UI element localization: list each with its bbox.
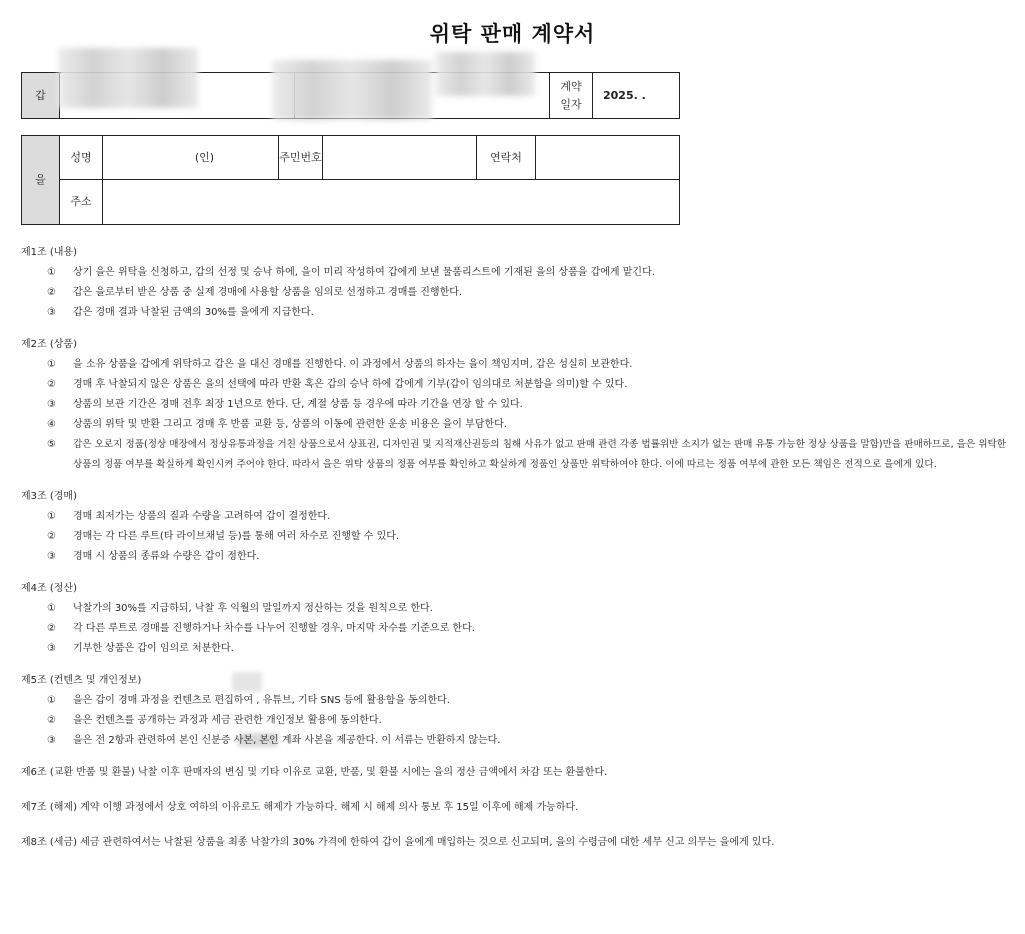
clause-number: ③: [47, 551, 56, 562]
clause-text: 갑은 을로부터 받은 상품 중 실제 경매에 사용할 상품을 임의로 선정하고 경매를 진행한다.: [73, 287, 463, 298]
clause-text: 경매 시 상품의 종류와 수량은 갑이 정한다.: [73, 551, 260, 562]
clause: [21, 355, 1011, 375]
clause-text: 경매는 각 다른 루트(타 라이브채널 등)를 통해 여러 차수로 진행할 수 있다.: [73, 531, 400, 542]
clause-number: ②: [47, 379, 56, 390]
clause: [21, 507, 1011, 527]
clause: [21, 415, 1011, 435]
clause: [21, 303, 1011, 323]
clause-number: ①: [47, 695, 56, 706]
redacted-area: [272, 60, 432, 120]
clause: [21, 547, 1011, 567]
clause-number: ②: [47, 623, 56, 634]
address-value[interactable]: [103, 180, 680, 225]
clause-text: 경매 최저가는 상품의 질과 수량을 고려하여 갑이 결정한다.: [73, 511, 331, 522]
contact-label: 연락처: [477, 136, 536, 180]
clause-text: 각 다른 루트로 경매를 진행하거나 차수를 나누어 진행할 경우, 마지막 차수를 기준으로 한다.: [73, 623, 475, 634]
clause-text: 상기 을은 위탁을 신청하고, 갑의 선정 및 승낙 하에, 을이 미리 작성하여 갑에게 보낸 물품리스트에 기재된 을의 상품을 갑에게 맡긴다.: [73, 267, 655, 278]
article-1: [21, 243, 1011, 323]
clause: [21, 711, 1011, 731]
clause-text: 을 소유 상품을 갑에게 위탁하고 갑은 을 대신 경매를 진행한다. 이 과정에서 상품의 하자는 을이 책임지며, 갑은 성실히 보관한다.: [73, 359, 633, 370]
contract-date-label-line1: 계약: [560, 79, 582, 93]
clause: [21, 619, 1011, 639]
contract-date-label-line2: 일자: [560, 97, 582, 111]
clause-text: 낙찰가의 30%를 지급하되, 낙찰 후 익월의 말일까지 정산하는 것을 원칙으로 한다.: [73, 603, 433, 614]
clause-number: ③: [47, 643, 56, 654]
clause-text: 상품의 위탁 및 반환 그리고 경매 후 반품 교환 등, 상품의 이동에 관련한 운송 비용은 을이 부담한다.: [73, 419, 507, 430]
clause-text: 갑은 경매 결과 낙찰된 금액의 30%를 을에게 지급한다.: [73, 307, 314, 318]
clause: [21, 395, 1011, 415]
party-a-label: 갑: [22, 73, 60, 119]
article-title: 제2조 (상품): [21, 339, 77, 350]
clause-text: 경매 후 낙찰되지 않은 상품은 을의 선택에 따라 반환 혹은 갑의 승낙 하에 갑에게 기부(갑이 임의대로 처분함을 의미)할 수 있다.: [73, 379, 628, 390]
clause: [21, 527, 1011, 547]
redacted-area: [435, 52, 535, 96]
contract-date-value[interactable]: 2025. .: [593, 73, 680, 119]
contact-value[interactable]: [536, 136, 680, 180]
clause-number: ①: [47, 267, 56, 278]
clause-text: 기부한 상품은 갑이 임의로 처분한다.: [73, 643, 234, 654]
clause: [21, 691, 1011, 711]
article-title: 제5조 (컨텐츠 및 개인정보): [21, 675, 142, 686]
party-b-table: [21, 135, 680, 225]
clause-number: ①: [47, 359, 56, 370]
article-6: 제6조 (교환 반품 및 환불) 낙찰 이후 판매자의 변심 및 기타 이유로 교환, 반품, 및 환불 시에는 을의 정산 금액에서 차감 또는 환불한다.: [21, 767, 608, 778]
clause-number: ③: [47, 735, 56, 746]
contract-date-label: [550, 73, 593, 119]
clause: [21, 731, 1011, 751]
article-3: [21, 487, 1011, 567]
clause-text: 갑은 오로지 정품(정상 매장에서 정상유통과정을 거친 상품으로서 상표권, 디자인권 및 지적재산권등의 침해 사유가 없고 판매 관련 각종 법률위반 소지가 없는 판매 유통 가능한 정상 상품을 말함)만을 판매하므로, 을은 위탁한 상품의 정품 여부를 확실하게 확인시켜 주어야 한다. 따라서 을은 위탁 상품의 정품 여부를 확인하고 확실하게 정품인 상품만 위탁하여야 한다. 이에 따르는 정품 여부에 관한 모든 책임은 전적으로 을에게 있다.: [73, 439, 1007, 470]
document-title: 위탁 판매 계약서: [429, 22, 596, 46]
clause-text: 을은 전 2항과 관련하여 본인 신분증 사본, 본인 계좌 사본을 제공한다. 이 서류는 반환하지 않는다.: [73, 735, 501, 746]
party-b-label: 을: [22, 136, 60, 225]
clause-number: ⑤: [47, 439, 56, 450]
clause-number: ①: [47, 511, 56, 522]
name-seal-cell[interactable]: [103, 136, 279, 180]
contract-body: [21, 243, 1011, 865]
name-label: 성명: [60, 136, 103, 180]
clause: [21, 435, 1011, 475]
article-8: 제8조 (세금) 세금 관련하여서는 낙찰된 상품을 최종 낙찰가의 30% 가격에 한하여 갑이 을에게 매입하는 것으로 신고되며, 을의 수령금에 대한 세무 신고 의무는 을에게 있다.: [21, 837, 775, 848]
clause-number: ②: [47, 715, 56, 726]
clause-number: ③: [47, 399, 56, 410]
clause-number: ④: [47, 419, 56, 430]
article-4: [21, 579, 1011, 659]
article-title: 제4조 (정산): [21, 583, 77, 594]
article-5: [21, 671, 1011, 751]
clause: [21, 599, 1011, 619]
clause-text: 상품의 보관 기간은 경매 전후 최장 1년으로 한다. 단, 계절 상품 등 경우에 따라 기간을 연장 할 수 있다.: [73, 399, 523, 410]
clause-number: ③: [47, 307, 56, 318]
clause: [21, 283, 1011, 303]
article-title: 제3조 (경매): [21, 491, 77, 502]
resident-number-label: 주민번호: [279, 136, 323, 180]
clause-text: 을은 갑이 경매 과정을 컨텐츠로 편집하여 , 유튜브, 기타 SNS 등에 활용함을 동의한다.: [73, 695, 450, 706]
clause: [21, 375, 1011, 395]
clause-number: ②: [47, 531, 56, 542]
article-2: [21, 335, 1011, 475]
clause: [21, 639, 1011, 659]
clause: [21, 263, 1011, 283]
clause-text: 을은 컨텐츠를 공개하는 과정과 세금 관련한 개인정보 활용에 동의한다.: [73, 715, 382, 726]
article-7: 제7조 (해제) 계약 이행 과정에서 상호 여하의 이유로도 해제가 가능하다. 해제 시 해제 의사 통보 후 15일 이후에 해제 가능하다.: [21, 802, 579, 813]
clause-number: ①: [47, 603, 56, 614]
resident-number-value[interactable]: [323, 136, 477, 180]
seal-text: (인): [194, 150, 215, 164]
redacted-area: [58, 48, 198, 108]
address-label: 주소: [60, 180, 103, 225]
article-title: 제1조 (내용): [21, 247, 77, 258]
clause-number: ②: [47, 287, 56, 298]
